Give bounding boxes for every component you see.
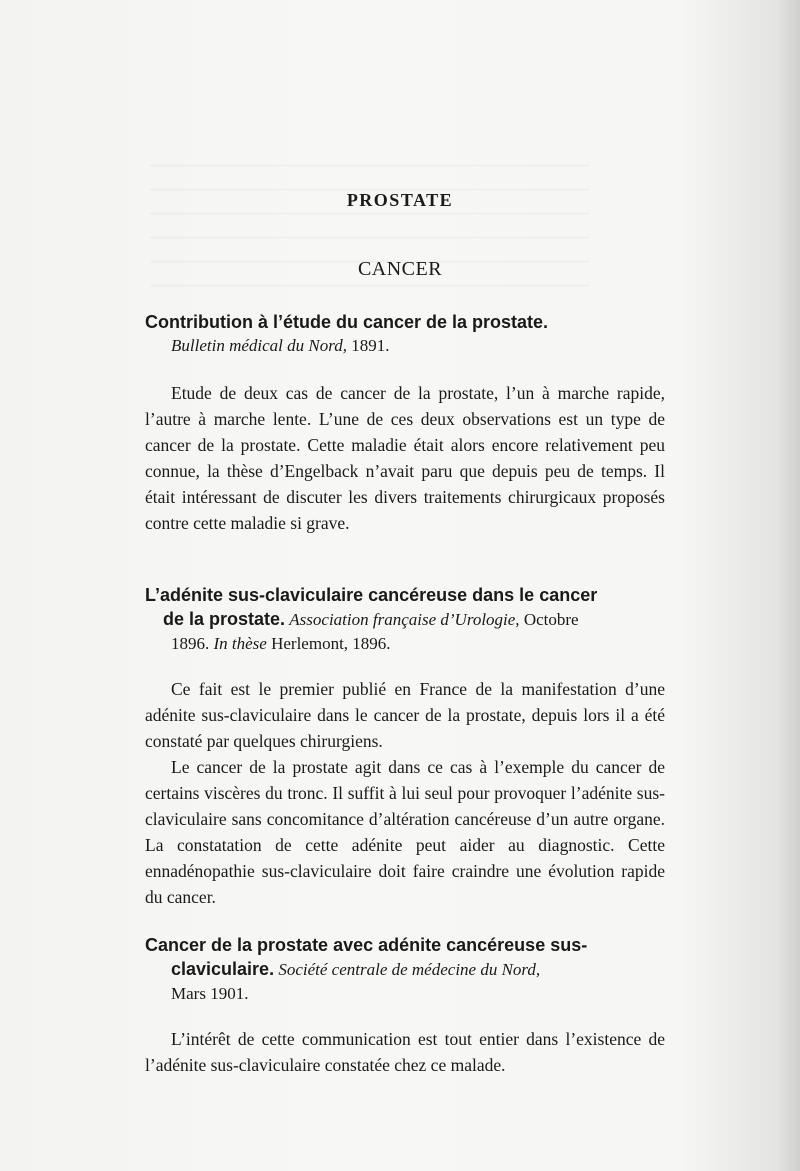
entry-title: Contribution à l’étude du cancer de la prostate. <box>145 312 549 332</box>
bibliography-entry <box>145 310 665 536</box>
section-title: PROSTATE <box>346 190 454 210</box>
entry-summary: Le cancer de la prostate agit dans ce cas à l’exemple du cancer de certains viscères du tronc. Il suffit à lui seul pour provoquer l’adénite sus-claviculaire sans concomitance d’altération cancéreuse d’un autre organe. La constatation de cette adénite peut aider au diagnostic. Cette ennadénopathie sus-claviculaire doit faire craindre une évolution rapide du cancer. <box>145 757 665 907</box>
entry-source-thesis-label: In thèse <box>213 634 267 653</box>
entry-source-date: Mars 1901. <box>171 984 249 1003</box>
entry-source-thesis: Herlemont, 1896. <box>266 634 391 653</box>
entry-summary: Etude de deux cas de cancer de la prostate, l’un à marche rapide, l’autre à marche lente. L’une de ces deux observations est un type de cancer de la prostate. Cette maladie était alors encore relativement peu connue, la thèse d’Engelback n’avait paru que depuis peu de temps. Il était intéressant de discuter les divers traitements chirurgicaux proposés contre cette maladie si grave. <box>145 383 665 533</box>
entry-title-continuation <box>145 607 665 632</box>
subsection-title: CANCER <box>357 258 443 280</box>
entry-source-line-2 <box>145 632 665 656</box>
entry-title-line-2: claviculaire. <box>171 959 275 979</box>
entry-title-continuation <box>145 957 665 982</box>
bibliography-entry <box>145 583 665 928</box>
entry-title-line-2: de la prostate. <box>163 609 286 629</box>
entry-source-journal: Société centrale de médecine du Nord, <box>278 960 541 979</box>
entry-source-journal: Bulletin médical du Nord, <box>171 336 347 355</box>
entry-summary: L’intérêt de cette communication est tout entier dans l’existence de l’adénite sus-claviculaire constatée chez ce malade. <box>145 1029 665 1075</box>
entry-title-line-1: Cancer de la prostate avec adénite cancéreuse sus- <box>145 935 588 955</box>
entry-summary: Ce fait est le premier publié en France de la manifestation d’une adénite sus-claviculaire dans le cancer de la prostate, depuis lors il a été constaté par quelques chirurgiens. <box>145 679 665 751</box>
entry-title-line-1: L’adénite sus-claviculaire cancéreuse dans le cancer <box>145 585 598 605</box>
entry-source-year: 1891. <box>346 336 390 355</box>
entry-source-year: 1896. <box>171 634 210 653</box>
entry-source-journal: Association française d’Urologie, <box>289 610 520 629</box>
bibliography-entry <box>145 933 665 1078</box>
entry-source <box>145 334 665 358</box>
entry-title <box>145 583 665 607</box>
entry-source-date: Octobre <box>519 610 579 629</box>
